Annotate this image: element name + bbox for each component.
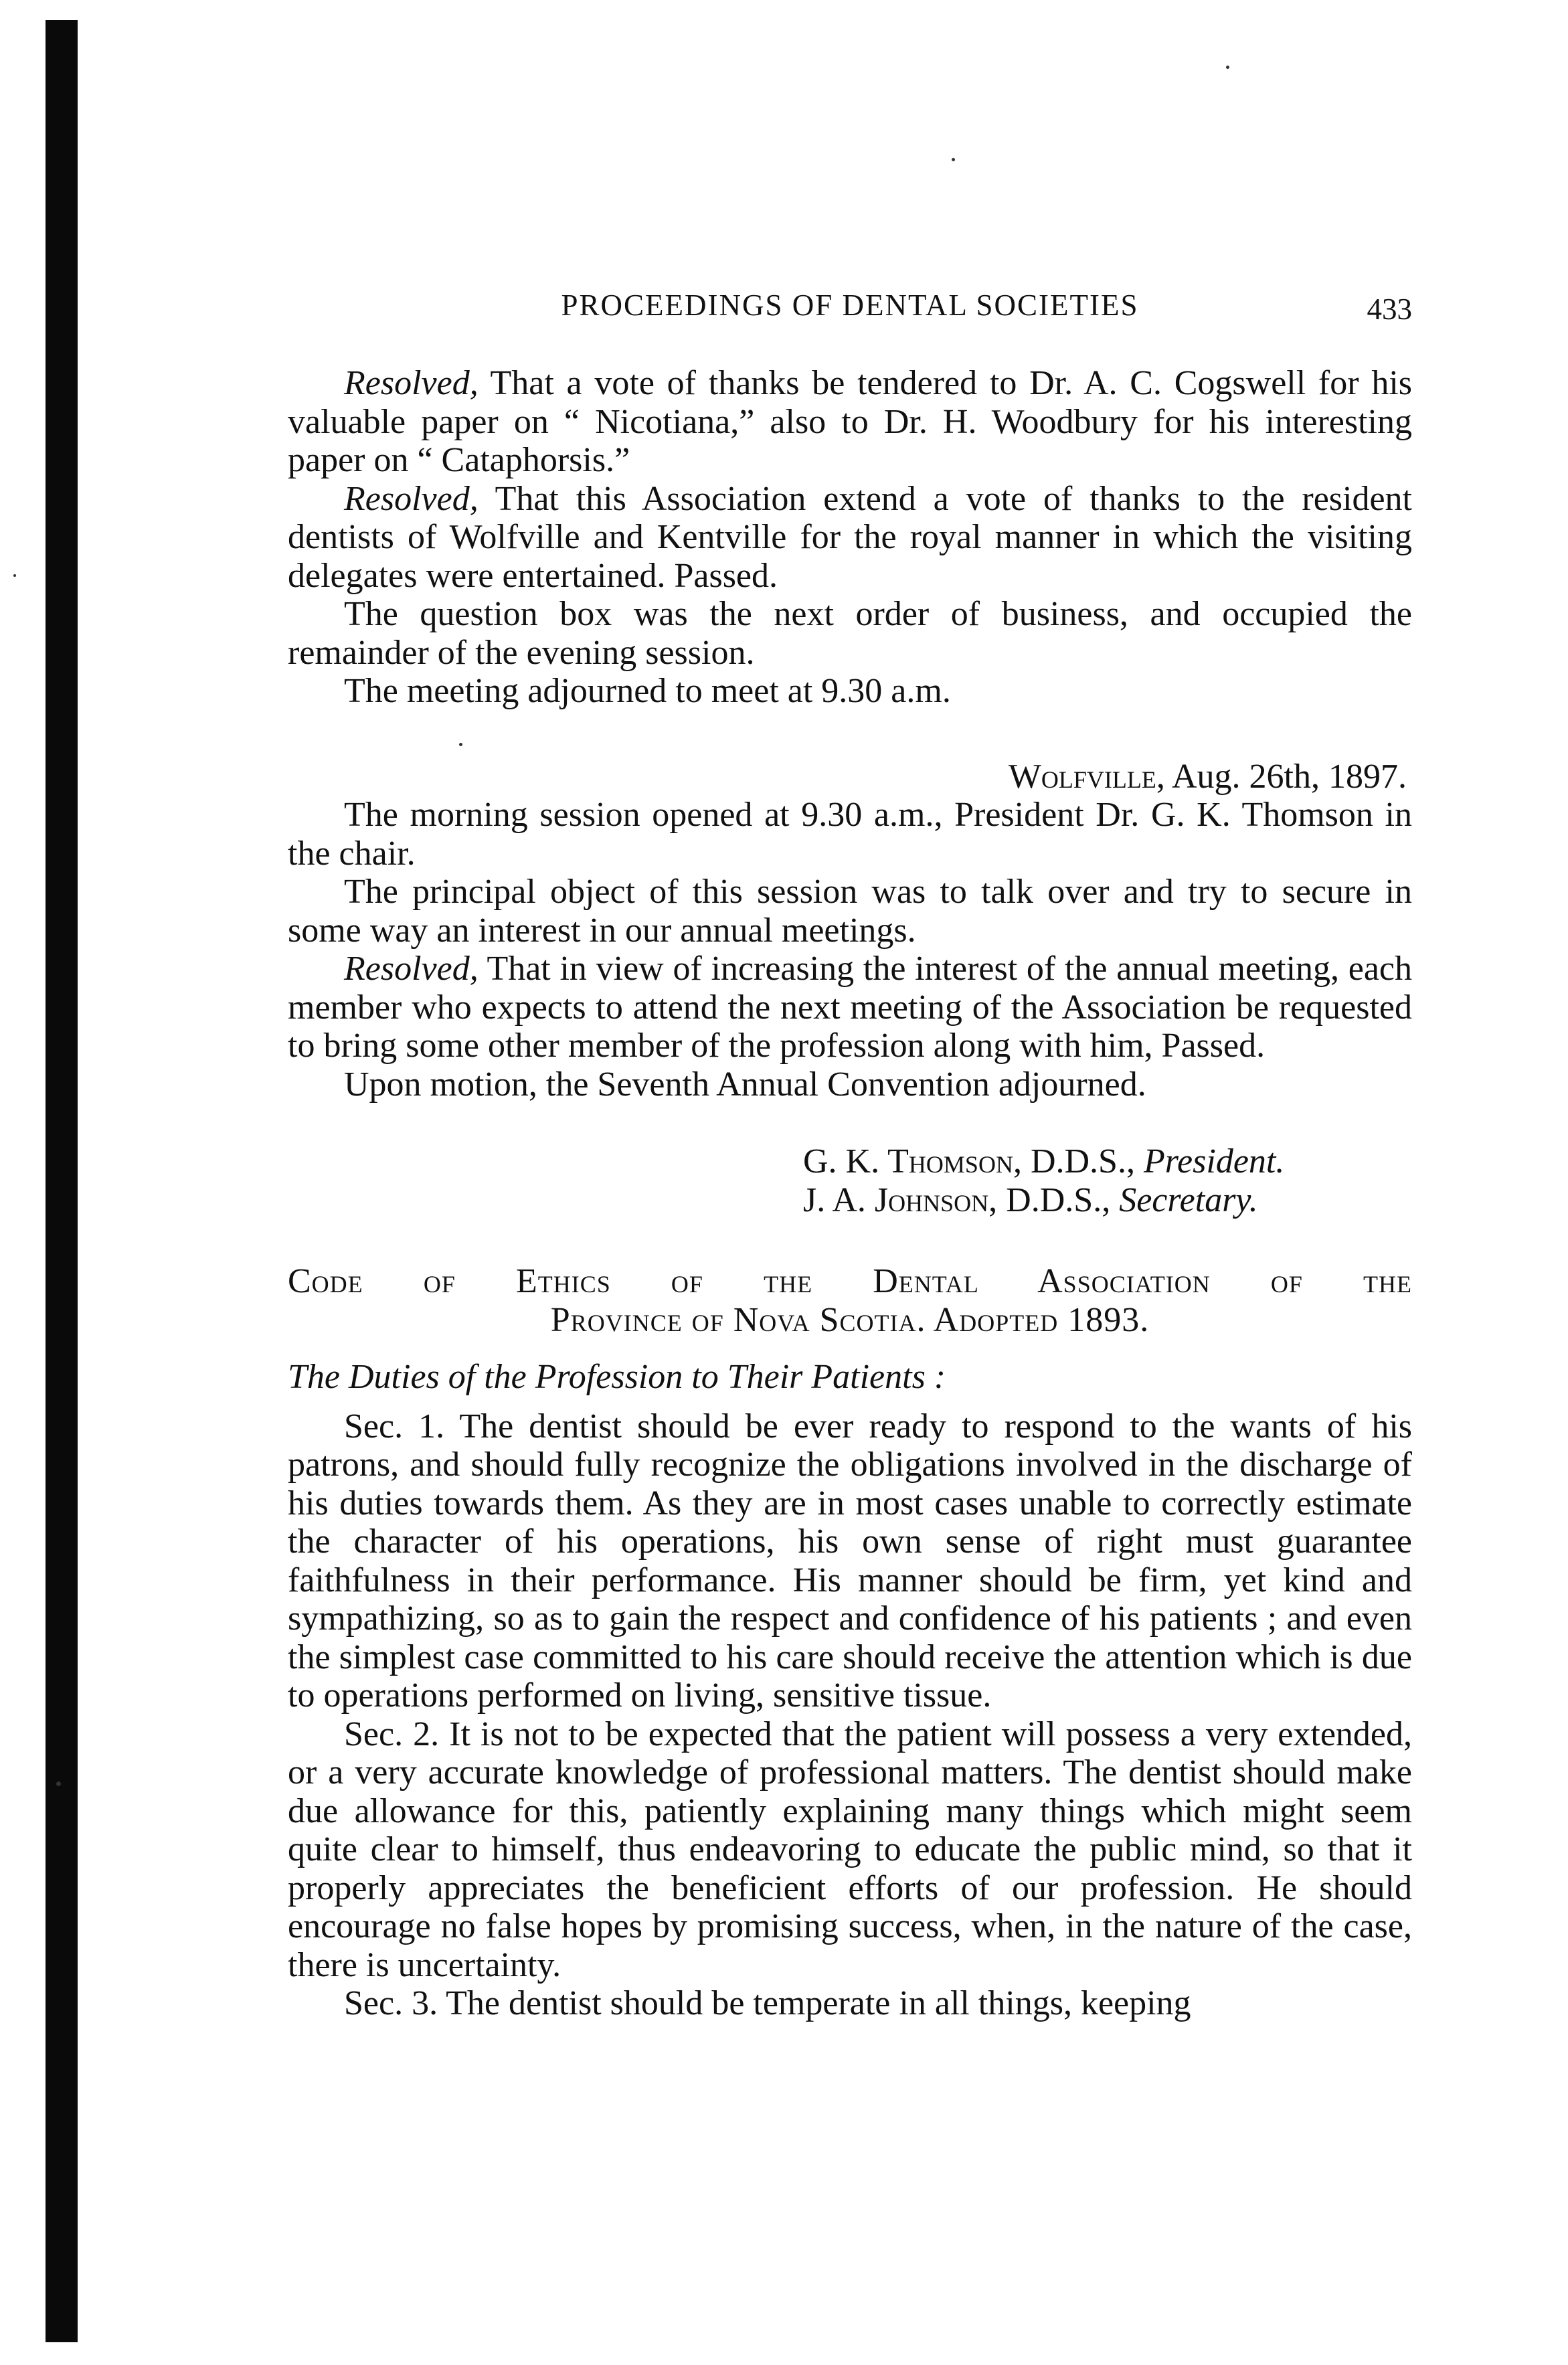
- paragraph-text: That in view of increasing the interest of the annual meeting, each member who expects to attend the next meeting of the Association be requested to bring some other member of the profession along with him, Passed.: [288, 950, 1412, 1065]
- paragraph: [288, 950, 1412, 1065]
- signature-degree: , D.D.S.,: [1013, 1142, 1144, 1180]
- signature-block: [803, 1142, 1412, 1219]
- section-paragraph: Sec. 2. It is not to be expected that the patient will possess a very extended, or a very accurate knowledge of professional matters. The dentist should make due allowance for this, patiently explaining many things which might seem quite clear to himself, thus endeavoring to educate the public mind, so that it properly appreciates the beneficient efforts of our profession. He should encourage no false hopes by promising success, when, in the nature of the case, there is uncertainty.: [288, 1715, 1412, 1984]
- code-sections: [288, 1407, 1412, 2023]
- dateline: [288, 758, 1412, 796]
- paragraph: [288, 480, 1412, 596]
- resolved-lead: Resolved,: [344, 479, 478, 518]
- paragraph: [288, 595, 1412, 672]
- running-head: [288, 288, 1412, 335]
- code-title-line2: Province of Nova Scotia. Adopted 1893.: [550, 1300, 1150, 1339]
- resolved-lead: Resolved,: [344, 950, 478, 988]
- signature-role: President.: [1143, 1142, 1285, 1180]
- paragraph: [288, 796, 1412, 873]
- paragraph-text: The meeting adjourned to meet at 9.30 a.m.: [344, 672, 951, 710]
- signature-role: Secretary.: [1119, 1180, 1258, 1219]
- signature-president: [803, 1142, 1412, 1181]
- paragraph-text: That this Association extend a vote of thanks to the resident dentists of Wolfville and Kentville for the royal manner in which the visiting delegates were entertained. Passed.: [288, 479, 1412, 595]
- section-paragraph: Sec. 1. The dentist should be ever ready to respond to the wants of his patrons, and should fully recognize the obligations involved in the discharge of his duties towards them. As they are in most cases unable to correctly estimate the character of his operations, his own sense of right must guarantee faithfulness in their performance. His manner should be firm, yet kind and sympathizing, so as to gain the respect and confidence of his patients ; and even the simplest case committed to his care should receive the attention which is due to operations performed on living, sensitive tissue.: [288, 1407, 1412, 1715]
- speck: [13, 574, 16, 577]
- speck: [1226, 66, 1229, 69]
- paragraph-text: Upon motion, the Seventh Annual Convention adjourned.: [344, 1065, 1146, 1104]
- morning-session-minutes: [288, 796, 1412, 1104]
- paragraph: [288, 672, 1412, 711]
- signature-degree: , D.D.S.,: [988, 1180, 1120, 1219]
- paragraph: [288, 364, 1412, 480]
- speck: [56, 1781, 61, 1786]
- page: [288, 288, 1412, 2023]
- section-heading: The Duties of the Profession to Their Patients :: [288, 1358, 946, 1396]
- paragraph: [288, 1065, 1412, 1104]
- paragraph: [288, 873, 1412, 950]
- paragraph-text: The principal object of this session was to talk over and try to secure in some way an interest in our annual meetings.: [288, 873, 1412, 950]
- speck: [952, 158, 955, 161]
- section-paragraph: Sec. 3. The dentist should be temperate in all things, keeping: [344, 1984, 1191, 2022]
- resolved-lead: Resolved,: [344, 364, 478, 402]
- signature-name: J. A. Johnson: [803, 1180, 989, 1219]
- binding-edge: [46, 20, 78, 2342]
- signature-name: G. K. Thomson: [803, 1142, 1013, 1180]
- paragraph-text: The question box was the next order of business, and occupied the remainder of the evening session.: [288, 595, 1412, 672]
- running-title: PROCEEDINGS OF DENTAL SOCIETIES: [561, 288, 1139, 322]
- signature-secretary: [803, 1181, 1412, 1220]
- code-title-line1: Code of Ethics of the Dental Association of the: [288, 1262, 1412, 1300]
- dateline-date: , Aug. 26th, 1897.: [1156, 757, 1407, 796]
- evening-session-minutes: [288, 364, 1412, 711]
- dateline-place: Wolfville: [1008, 757, 1156, 796]
- paragraph-text: The morning session opened at 9.30 a.m., President Dr. G. K. Thomson in the chair.: [288, 796, 1412, 873]
- paragraph-text: That a vote of thanks be tendered to Dr. A. C. Cogswell for his valuable paper on “ Nicotiana,” also to Dr. H. Woodbury for his interesting paper on “ Cataphorsis.”: [288, 364, 1412, 479]
- page-number: 433: [1367, 292, 1412, 326]
